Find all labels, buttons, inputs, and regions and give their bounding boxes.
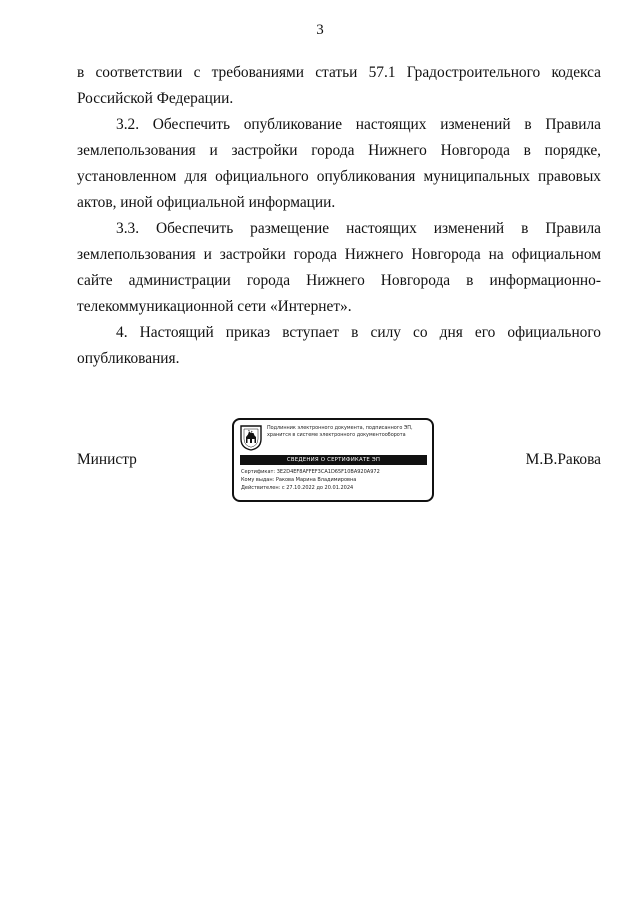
paragraph-item-3-2: 3.2. Обеспечить опубликование настоящих изменений в Правила землепользования и застройки города Нижнего Новгорода в порядке, установленном для официального опубликования муниципальных правовых актов, иной официальной информации. xyxy=(77,116,601,211)
stamp-certificate-details xyxy=(241,469,429,492)
electronic-signature-stamp xyxy=(232,418,434,502)
signatory-title: Министр xyxy=(77,451,137,468)
coat-of-arms-icon xyxy=(240,425,262,451)
page-number: 3 xyxy=(316,22,324,38)
paragraph-item-4: 4. Настоящий приказ вступает в силу со дня его официального опубликования. xyxy=(77,324,601,367)
stamp-notice xyxy=(267,425,427,438)
paragraph-item-3-3: 3.3. Обеспечить размещение настоящих изменений в Правила землепользования и застройки города Нижнего Новгорода на официальном сайте администрации города Нижнего Новгорода в информационно-телекоммуникационной сети «Интернет». xyxy=(77,220,601,315)
signatory-name: М.В.Ракова xyxy=(525,451,601,468)
stamp-header: СВЕДЕНИЯ О СЕРТИФИКАТЕ ЭП xyxy=(240,455,427,465)
paragraph-continuation: в соответствии с требованиями статьи 57.1 Градостроительного кодекса Российской Федерации. xyxy=(77,64,601,107)
signature-block xyxy=(77,418,601,504)
stamp-issued-to: Кому выдан: Ракова Марина Владимировна xyxy=(241,476,357,483)
stamp-valid-period: Действителен: с 27.10.2022 до 20.01.2024 xyxy=(241,484,354,491)
stamp-notice-line: хранится в системе электронного документооборота xyxy=(267,431,406,438)
stamp-notice-line: Подлинник электронного документа, подписанного ЭП, xyxy=(267,425,413,431)
document-body xyxy=(77,60,601,372)
stamp-certificate-number: Сертификат: 3E2D4EF8AFFEF3CA1D65F10BA920A972 xyxy=(241,469,380,475)
